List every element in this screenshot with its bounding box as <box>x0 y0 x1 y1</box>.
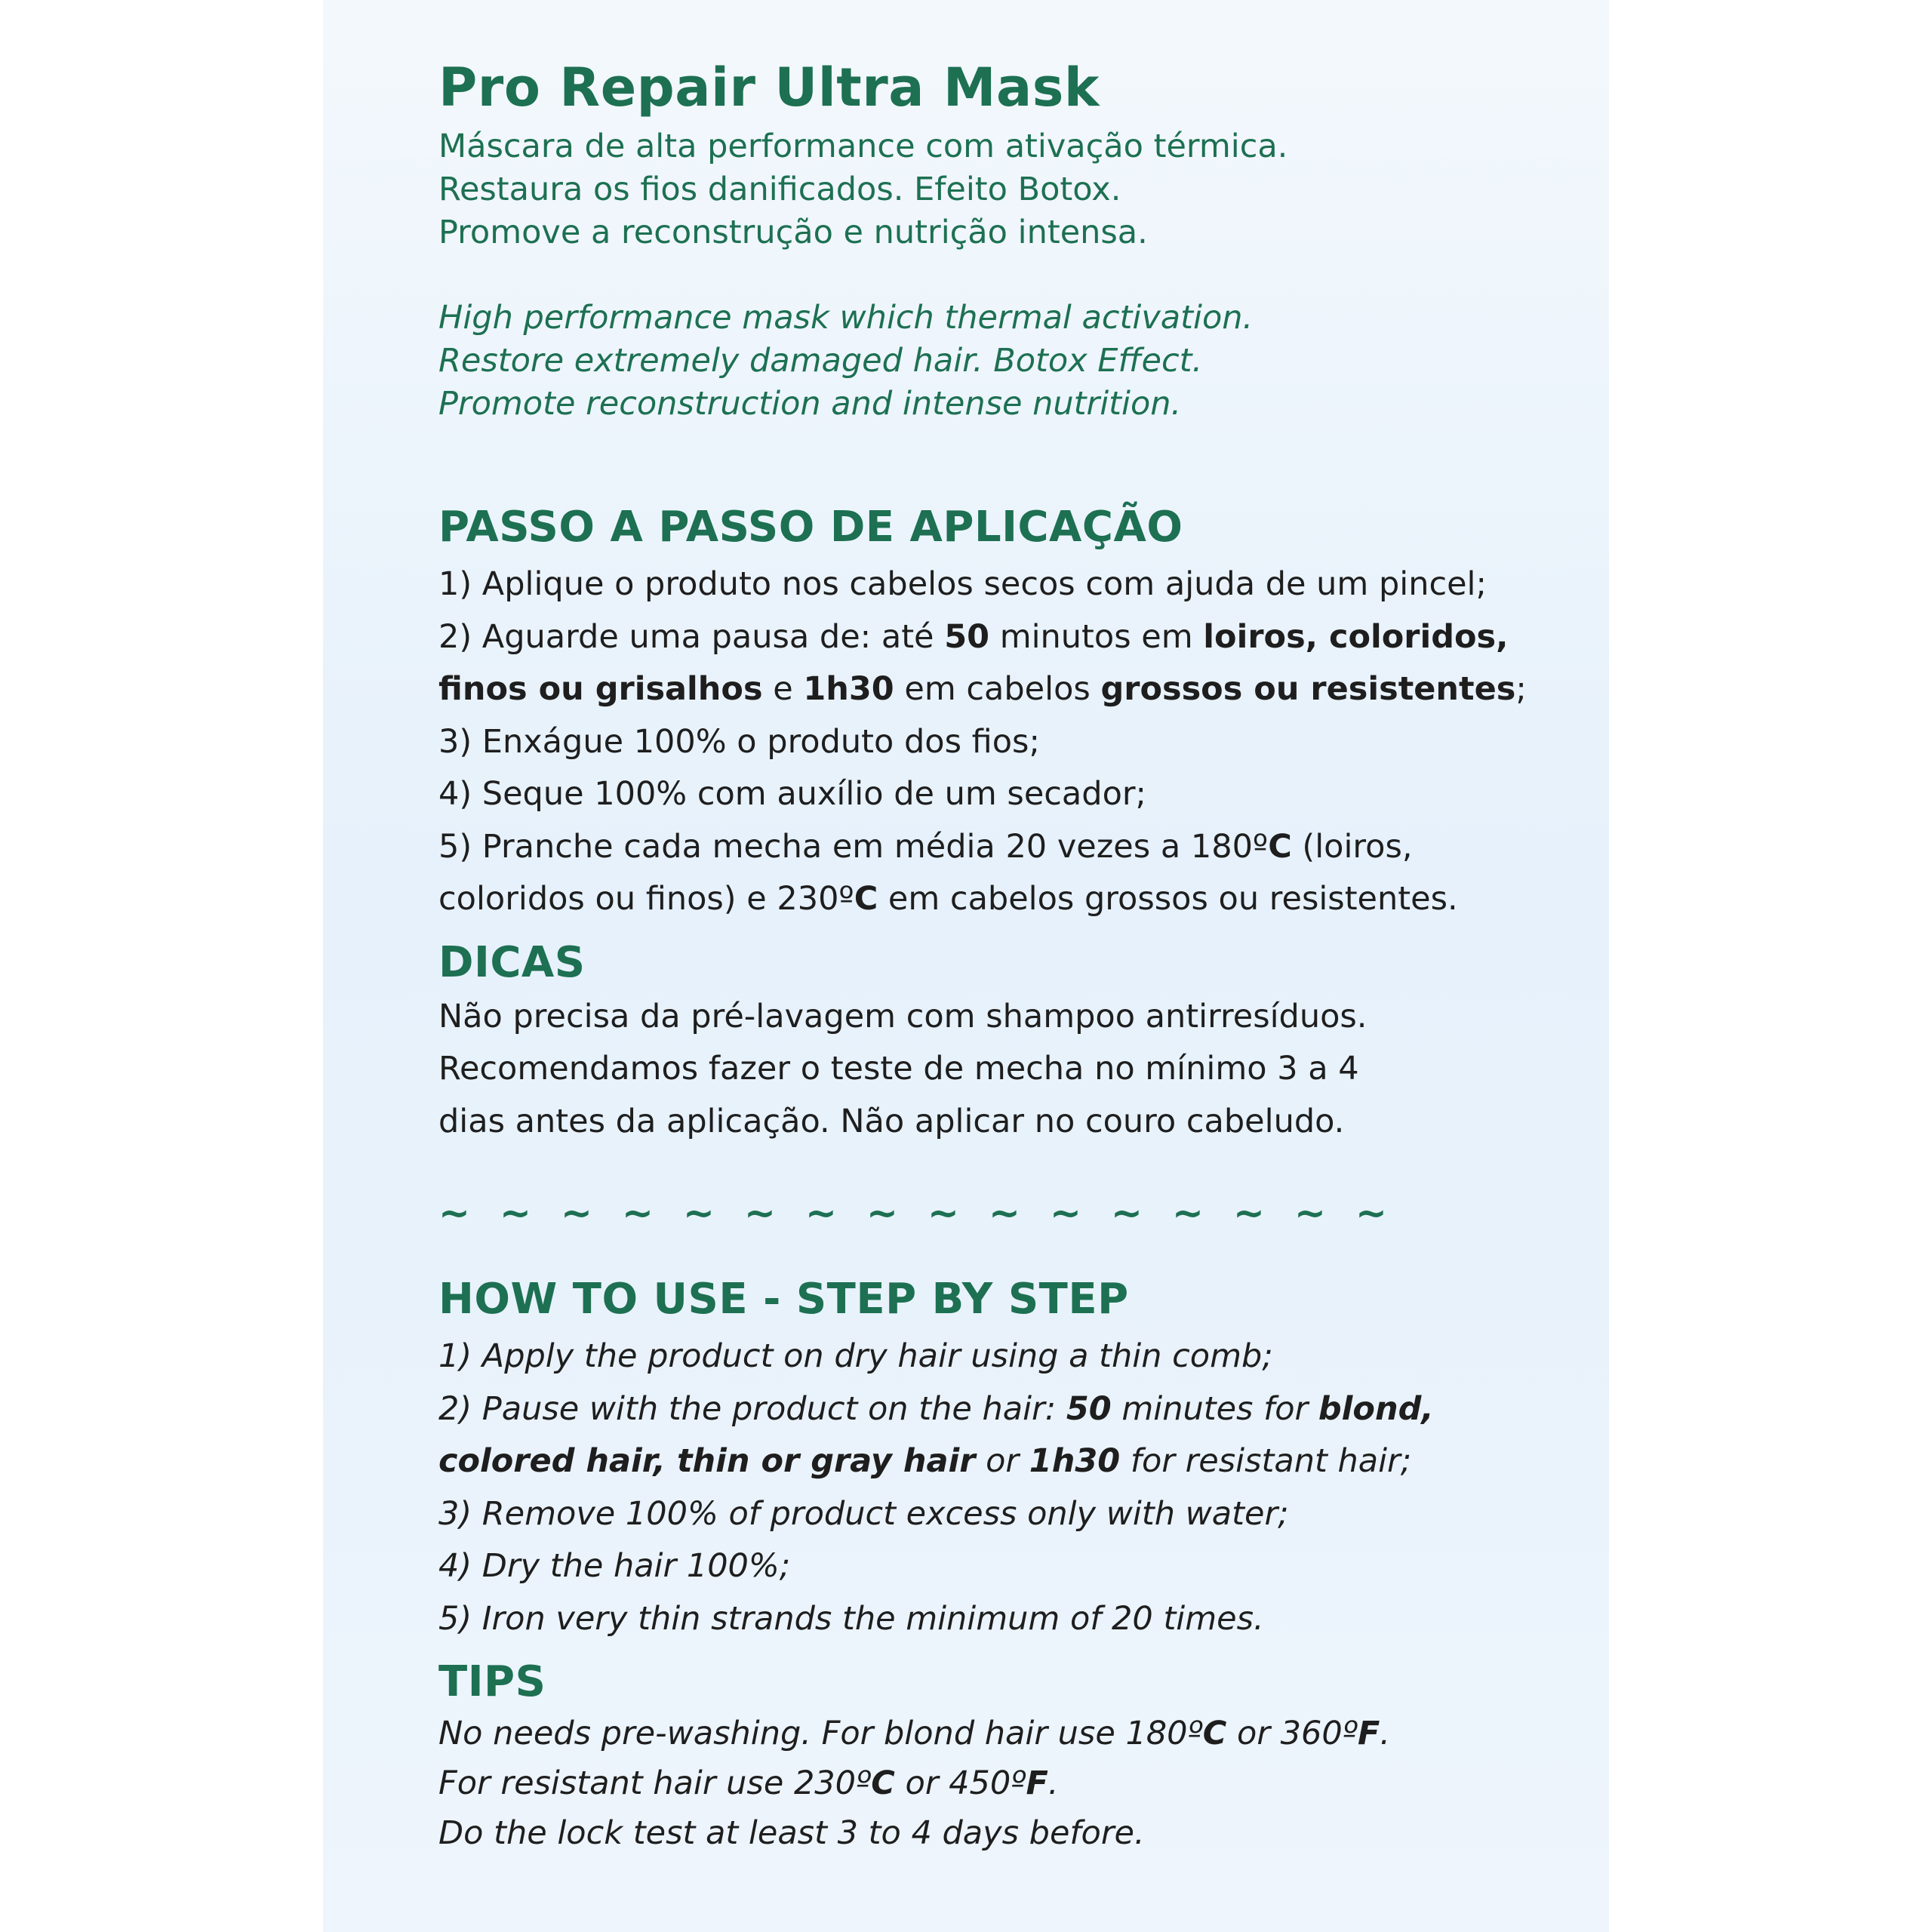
passo-step-2-text: ; <box>1515 670 1527 708</box>
how-step-3: 3) Remove 100% of product excess only with water; <box>438 1494 1289 1533</box>
passo-step-2-bold: grossos ou resistentes <box>1100 670 1516 708</box>
dicas-heading: DICAS <box>438 937 586 987</box>
tilde-mark: ~ <box>561 1191 592 1235</box>
tips-body <box>438 1709 1571 1858</box>
subtitle-pt-line: Restaura os fios danificados. Efeito Botox. <box>438 171 1121 208</box>
tilde-mark: ~ <box>1172 1191 1204 1235</box>
tips-text: . <box>1048 1764 1059 1802</box>
passo-step-5-bold: C <box>854 880 878 918</box>
tips-text: No needs pre-washing. For blond hair use 180º <box>438 1715 1203 1752</box>
subtitle-pt-line: Promove a reconstrução e nutrição intensa. <box>438 214 1148 251</box>
subtitle-pt <box>438 125 1571 254</box>
tips-text: or 450º <box>894 1764 1026 1802</box>
subtitle-en-line: Restore extremely damaged hair. Botox Effect. <box>438 342 1203 380</box>
tips-bold: F <box>1026 1764 1048 1802</box>
tilde-mark: ~ <box>1233 1191 1265 1235</box>
passo-step-2-bold: 50 <box>944 617 990 656</box>
passo-step-5-bold: C <box>1268 827 1292 866</box>
subtitle-en-line: High performance mask which thermal activation. <box>438 299 1254 337</box>
how-step-2 <box>438 1383 1571 1436</box>
tips-text: For resistant hair use 230º <box>438 1764 872 1802</box>
passo-step-2-bold: 1h30 <box>803 670 894 708</box>
tilde-separator <box>438 1183 1571 1243</box>
how-step-4: 4) Dry the hair 100%; <box>438 1547 791 1585</box>
tips-heading: TIPS <box>438 1657 546 1706</box>
how-step-2-bold: blond, <box>1318 1389 1434 1428</box>
passo-step-5-cont <box>438 873 1571 926</box>
tilde-mark: ~ <box>1050 1191 1081 1235</box>
passo-steps <box>438 558 1571 926</box>
tilde-mark: ~ <box>1355 1191 1387 1235</box>
how-step-2-bold: 50 <box>1066 1389 1112 1428</box>
passo-step-5-text: em cabelos grossos ou resistentes. <box>878 880 1458 918</box>
passo-step-2-text: em cabelos <box>894 670 1101 708</box>
subtitle-en-line: Promote reconstruction and intense nutrition. <box>438 385 1182 423</box>
subtitle-en <box>438 297 1571 426</box>
passo-step-2-text: 2) Aguarde uma pausa de: até <box>438 617 945 656</box>
how-step-2-text: or <box>975 1442 1029 1480</box>
passo-step-2-text: e <box>762 670 804 708</box>
tilde-mark: ~ <box>500 1191 531 1235</box>
tips-line-3: Do the lock test at least 3 to 4 days before. <box>438 1814 1145 1852</box>
tilde-mark: ~ <box>438 1191 470 1235</box>
tilde-mark: ~ <box>744 1191 776 1235</box>
passo-step-5 <box>438 821 1571 874</box>
tilde-mark: ~ <box>928 1191 959 1235</box>
passo-step-5-text: (loiros, <box>1291 827 1413 866</box>
tilde-mark: ~ <box>622 1191 654 1235</box>
how-step-5: 5) Iron very thin strands the minimum of 20 times. <box>438 1599 1264 1638</box>
tilde-mark: ~ <box>683 1191 715 1235</box>
passo-step-2-bold: loiros, coloridos, <box>1203 617 1509 656</box>
passo-step-2 <box>438 611 1571 664</box>
tilde-mark: ~ <box>989 1191 1020 1235</box>
passo-step-2-bold: finos ou grisalhos <box>438 670 763 708</box>
how-step-2-bold: colored hair, thin or gray hair <box>438 1442 976 1480</box>
how-step-2-bold: 1h30 <box>1029 1442 1121 1480</box>
passo-step-5-text: coloridos ou finos) e 230º <box>438 880 854 918</box>
product-title: Pro Repair Ultra Mask <box>438 57 1100 118</box>
how-step-1: 1) Apply the product on dry hair using a thin comb; <box>438 1337 1273 1375</box>
passo-step-4: 4) Seque 100% com auxílio de um secador; <box>438 775 1147 813</box>
how-step-2-text: 2) Pause with the product on the hair: <box>438 1389 1066 1428</box>
tips-line-1 <box>438 1709 1571 1758</box>
tips-text: . <box>1380 1715 1391 1752</box>
passo-step-2-text: minutos em <box>989 617 1204 656</box>
tilde-mark: ~ <box>805 1191 837 1235</box>
passo-step-5-text: 5) Pranche cada mecha em média 20 vezes a 180º <box>438 827 1269 866</box>
passo-step-2-cont <box>438 663 1571 716</box>
label-content <box>438 45 1571 1858</box>
dicas-line: dias antes da aplicação. Não aplicar no couro cabeludo. <box>438 1102 1345 1140</box>
tips-bold: C <box>1202 1715 1227 1752</box>
tilde-mark: ~ <box>866 1191 898 1235</box>
tilde-mark: ~ <box>1111 1191 1143 1235</box>
dicas-line: Recomendamos fazer o teste de mecha no mínimo 3 a 4 <box>438 1050 1359 1088</box>
how-heading: HOW TO USE - STEP BY STEP <box>438 1275 1129 1324</box>
tips-bold: F <box>1358 1715 1380 1752</box>
how-step-2-text: for resistant hair; <box>1120 1442 1412 1480</box>
tips-line-2 <box>438 1758 1571 1808</box>
passo-step-3: 3) Enxágue 100% o produto dos fios; <box>438 722 1040 761</box>
dicas-line: Não precisa da pré-lavagem com shampoo antirresíduos. <box>438 997 1367 1035</box>
how-step-2-cont <box>438 1435 1571 1488</box>
tips-text: or 360º <box>1226 1715 1358 1752</box>
passo-heading: PASSO A PASSO DE APLICAÇÃO <box>438 503 1183 552</box>
passo-step-1: 1) Aplique o produto nos cabelos secos com ajuda de um pincel; <box>438 565 1487 603</box>
tilde-mark: ~ <box>1294 1191 1326 1235</box>
how-steps <box>438 1331 1571 1645</box>
subtitle-pt-line: Máscara de alta performance com ativação térmica. <box>438 128 1288 165</box>
how-step-2-text: minutes for <box>1111 1389 1318 1428</box>
tips-bold: C <box>871 1764 895 1802</box>
dicas-body <box>438 991 1571 1149</box>
